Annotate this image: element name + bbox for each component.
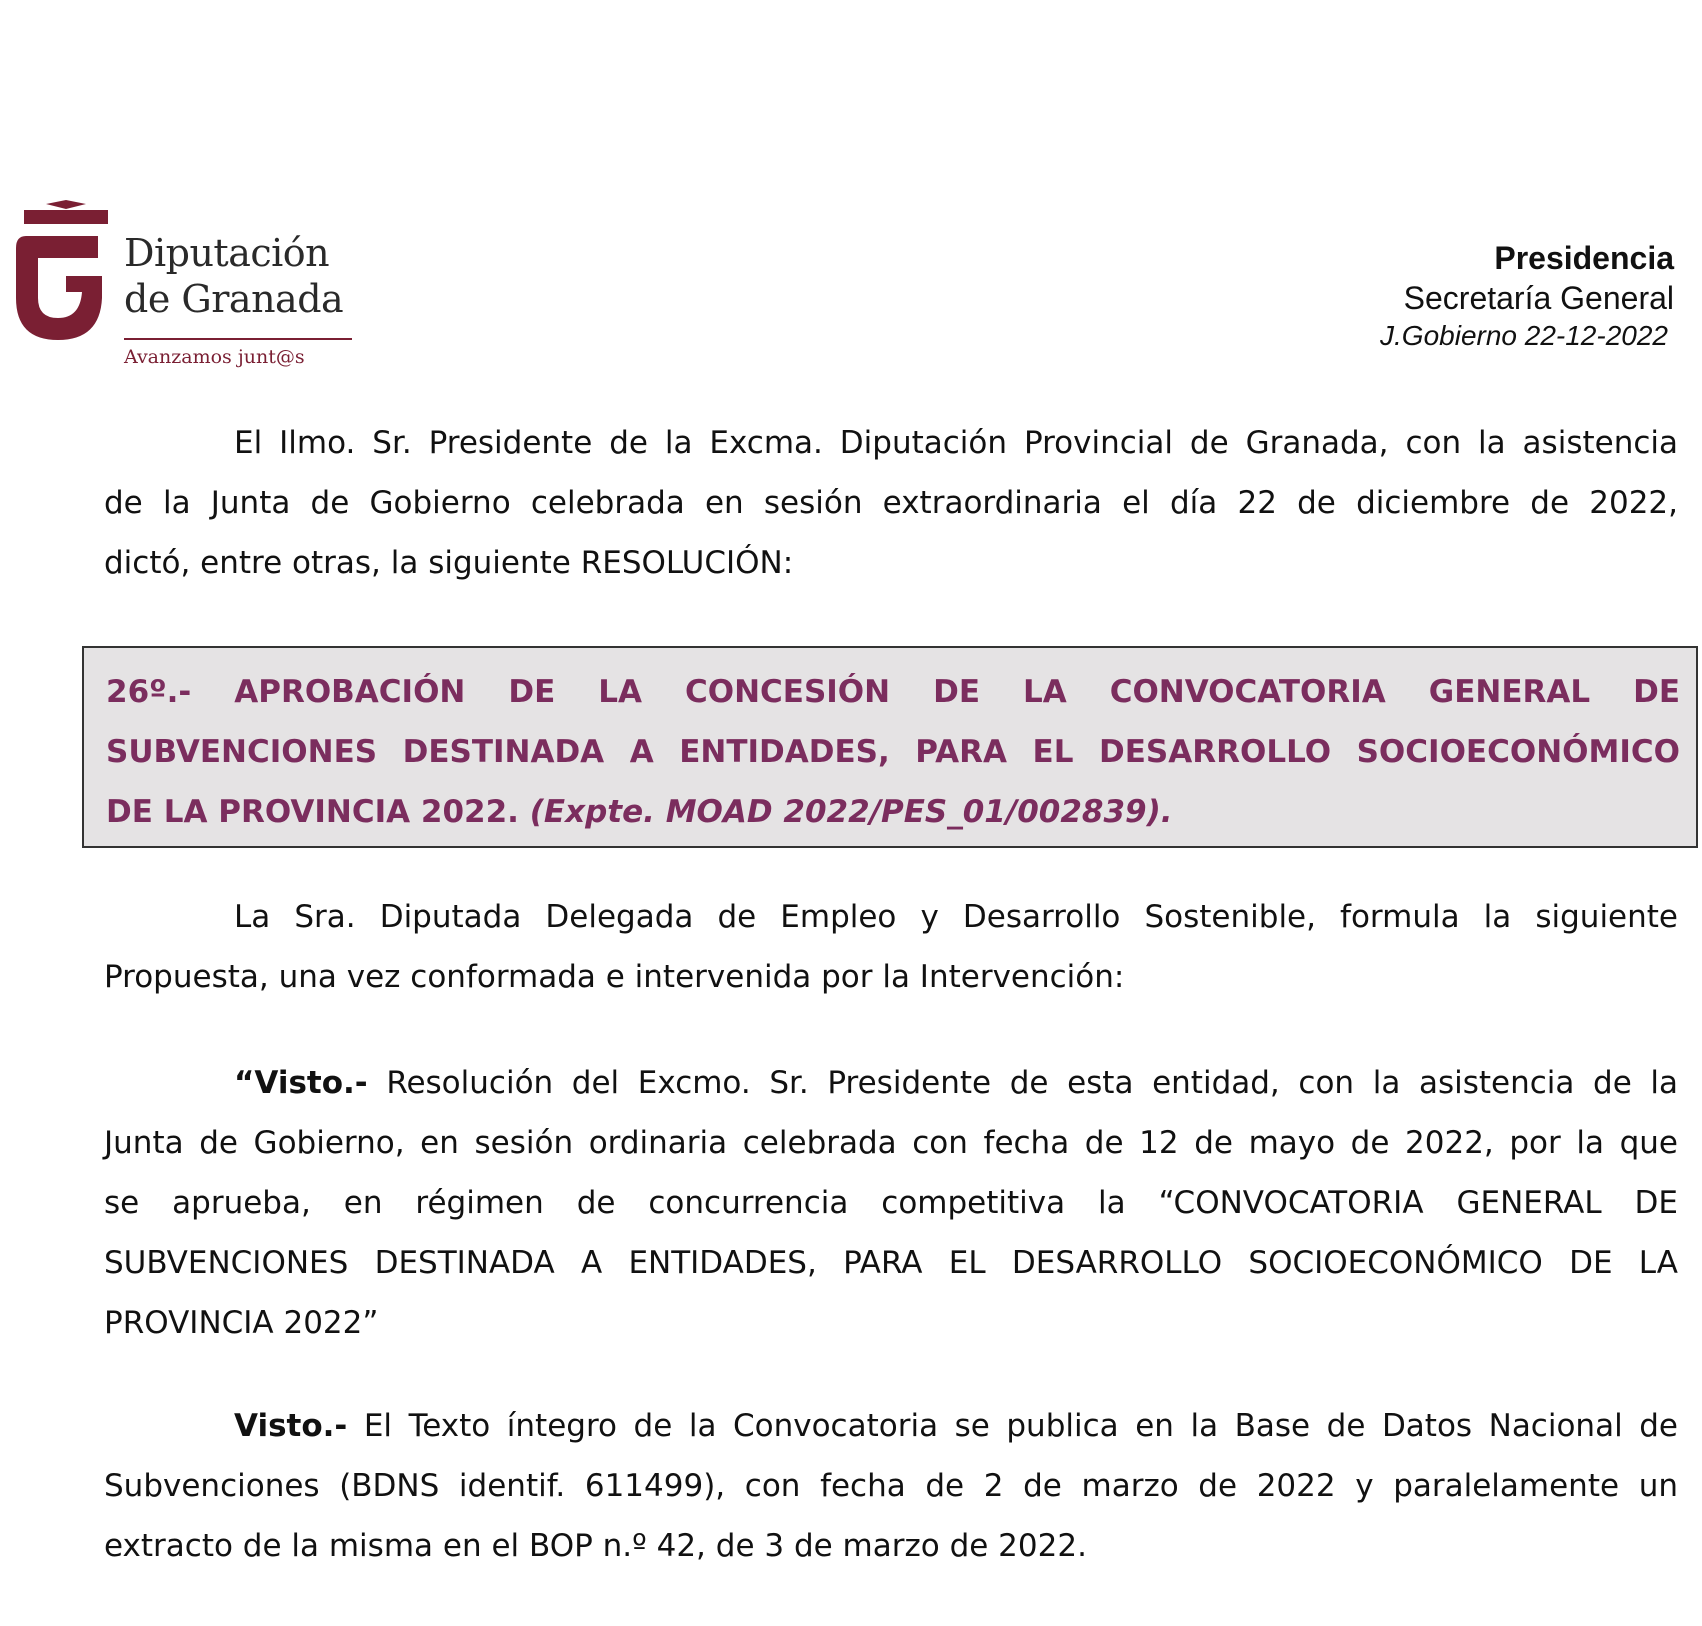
proposal-line-2: Propuesta, una vez conformada e intervenida por la Intervención: bbox=[104, 959, 1125, 995]
visto-paragraph-1 bbox=[104, 1053, 1678, 1353]
intro-line-2: de la Junta de Gobierno celebrada en sesión extraordinaria el día 22 de diciembre de 2022, bbox=[104, 485, 1678, 521]
logo bbox=[16, 200, 376, 380]
proposal-paragraph bbox=[104, 887, 1678, 1007]
visto1-line-4: SUBVENCIONES DESTINADA A ENTIDADES, PARA EL DESARROLLO SOCIOECONÓMICO DE LA bbox=[104, 1245, 1678, 1281]
proposal-line-1: La Sra. Diputada Delegada de Empleo y Desarrollo Sostenible, formula la siguiente bbox=[234, 899, 1678, 935]
subdepartment-title: Secretaría General bbox=[1403, 280, 1674, 316]
intro-line-3: dictó, entre otras, la siguiente RESOLUCIÓN: bbox=[104, 545, 794, 581]
expediente-reference: (Expte. MOAD 2022/PES_01/002839). bbox=[529, 794, 1173, 830]
resolution-title-line-3 bbox=[106, 782, 1680, 842]
document-header bbox=[1380, 238, 1674, 354]
visto2-line-3: extracto de la misma en el BOP n.º 42, de 3 de marzo de 2022. bbox=[104, 1528, 1087, 1564]
visto2-line-1: Visto.- El Texto íntegro de la Convocatoria se publica en la Base de Datos Nacional de bbox=[234, 1408, 1678, 1444]
resolution-title-main: DE LA PROVINCIA 2022. bbox=[106, 794, 519, 830]
visto1-line-1: “Visto.- Resolución del Excmo. Sr. Presidente de esta entidad, con la asistencia de la bbox=[234, 1065, 1679, 1101]
logo-name bbox=[124, 230, 343, 322]
session-reference: J.Gobierno 22-12-2022 bbox=[1380, 320, 1668, 351]
logo-tagline: Avanzamos junt@s bbox=[124, 346, 305, 368]
department-title: Presidencia bbox=[1494, 240, 1674, 276]
resolution-title-line-1: 26º.- APROBACIÓN DE LA CONCESIÓN DE LA CONVOCATORIA GENERAL DE bbox=[106, 674, 1680, 710]
visto1-label: “Visto.- bbox=[234, 1065, 368, 1101]
visto2-line-2: Subvenciones (BDNS identif. 611499), con fecha de 2 de marzo de 2022 y paralelamente un bbox=[104, 1468, 1678, 1504]
intro-paragraph bbox=[104, 413, 1678, 593]
logo-name-line2: de Granada bbox=[124, 277, 344, 321]
visto2-label: Visto.- bbox=[234, 1408, 348, 1444]
logo-divider bbox=[124, 338, 352, 340]
resolution-title bbox=[106, 662, 1680, 842]
intro-line-1: El Ilmo. Sr. Presidente de la Excma. Diputación Provincial de Granada, con la asistencia bbox=[234, 425, 1678, 461]
logo-name-line1: Diputación bbox=[124, 231, 330, 275]
visto1-line-5: PROVINCIA 2022” bbox=[104, 1305, 379, 1341]
resolution-title-box bbox=[82, 646, 1698, 848]
diputacion-granada-emblem-icon bbox=[16, 200, 116, 350]
resolution-title-line-2: SUBVENCIONES DESTINADA A ENTIDADES, PARA EL DESARROLLO SOCIOECONÓMICO bbox=[106, 734, 1680, 770]
visto1-line-3: se aprueba, en régimen de concurrencia competitiva la “CONVOCATORIA GENERAL DE bbox=[104, 1185, 1678, 1221]
visto1-line-2: Junta de Gobierno, en sesión ordinaria celebrada con fecha de 12 de mayo de 2022, por la que bbox=[104, 1125, 1678, 1161]
visto-paragraph-2 bbox=[104, 1396, 1678, 1576]
